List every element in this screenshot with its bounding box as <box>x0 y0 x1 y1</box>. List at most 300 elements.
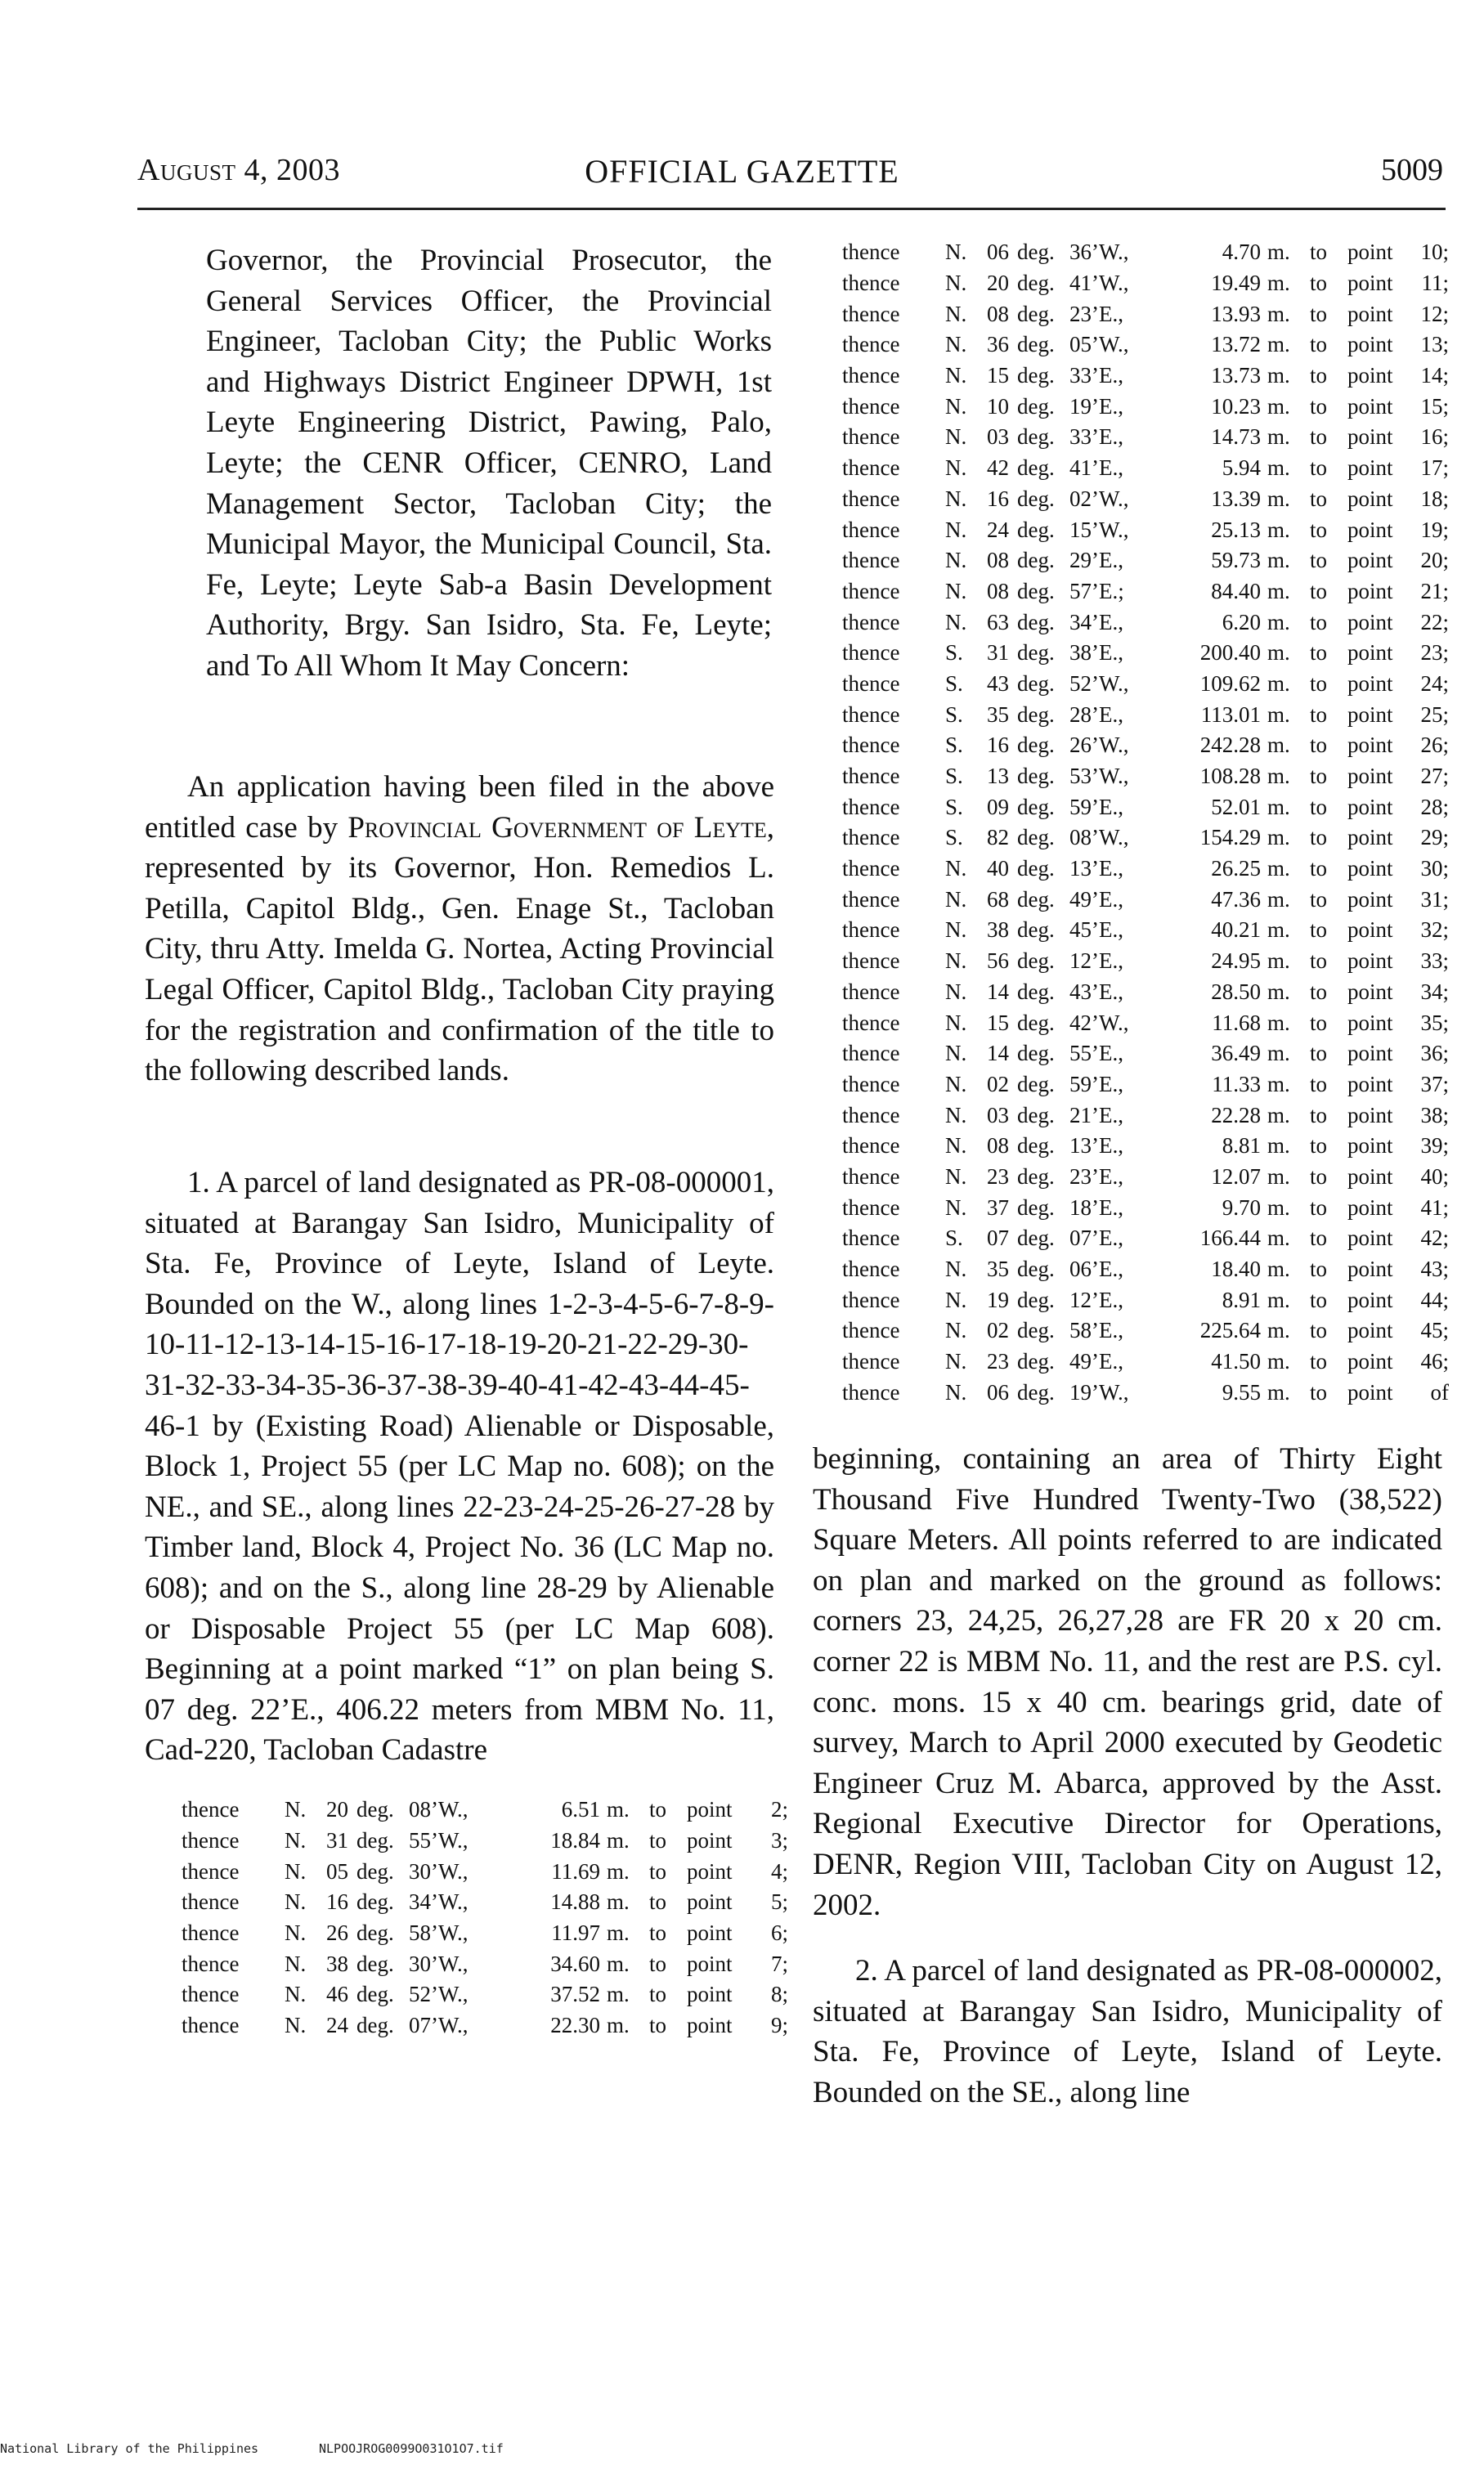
bearing-min: 57’E.; <box>1069 578 1124 603</box>
bearing-point: point <box>1347 1318 1393 1343</box>
bearing-num: 28; <box>1420 794 1449 819</box>
bearing-dir: N. <box>945 393 967 419</box>
bearing-to: to <box>1310 733 1328 758</box>
bearing-to: to <box>1310 1041 1328 1066</box>
bearing-row <box>842 1315 1449 1347</box>
bearing-thence: thence <box>842 301 900 326</box>
bearing-min: 52’W., <box>409 1982 469 2007</box>
bearing-deg: 31 <box>326 1828 348 1853</box>
bearing-num: 26; <box>1420 733 1449 758</box>
bearing-thence: thence <box>842 1257 900 1282</box>
bearing-point: point <box>1347 301 1393 326</box>
bearing-num: 2; <box>770 1797 788 1822</box>
bearing-unit: m. <box>1267 886 1290 912</box>
bearing-num: 34; <box>1420 979 1449 1004</box>
bearing-thence: thence <box>842 393 900 419</box>
bearing-row <box>842 884 1449 915</box>
bearing-unit: m. <box>1267 1071 1290 1096</box>
bearing-thence: thence <box>842 1071 900 1096</box>
bearing-point: point <box>687 1951 733 1976</box>
bearing-to: to <box>1310 1071 1328 1096</box>
bearing-to: to <box>1310 393 1328 419</box>
bearings-table-left <box>182 1795 788 2041</box>
bearing-unit: m. <box>1267 1133 1290 1159</box>
bearing-num: 33; <box>1420 948 1449 974</box>
bearing-to: to <box>1310 1226 1328 1251</box>
bearing-point: point <box>1347 764 1393 789</box>
bearing-point: point <box>687 1889 733 1915</box>
bearing-dist: 18.40 <box>1211 1257 1261 1282</box>
bearing-deg-word: deg. <box>356 1982 394 2007</box>
bearing-deg-word: deg. <box>1017 1226 1055 1251</box>
bearing-unit: m. <box>1267 1010 1290 1035</box>
bearing-row <box>182 2010 788 2041</box>
bearing-to: to <box>1310 455 1328 481</box>
bearing-min: 28’E., <box>1069 701 1123 727</box>
bearing-row <box>842 1100 1449 1131</box>
bearing-deg-word: deg. <box>1017 917 1055 943</box>
bearing-dir: N. <box>945 1163 967 1189</box>
bearing-min: 07’E., <box>1069 1226 1123 1251</box>
bearing-thence: thence <box>842 1041 900 1066</box>
bearing-point: point <box>1347 1257 1393 1282</box>
bearing-deg: 35 <box>987 1257 1009 1282</box>
bearing-deg: 46 <box>326 1982 348 2007</box>
bearing-min: 33’E., <box>1069 363 1123 388</box>
bearing-min: 05’W., <box>1069 332 1129 357</box>
bearing-row <box>842 361 1449 392</box>
bearing-deg-word: deg. <box>1017 609 1055 634</box>
bearing-unit: m. <box>1267 1102 1290 1127</box>
bearing-thence: thence <box>842 948 900 974</box>
bearing-point: point <box>1347 856 1393 881</box>
bearing-deg-word: deg. <box>356 1889 394 1915</box>
bearing-num: 31; <box>1420 886 1449 912</box>
bearing-row <box>842 422 1449 453</box>
bearing-point: point <box>1347 640 1393 666</box>
bearing-to: to <box>1310 1133 1328 1159</box>
bearing-dir: N. <box>285 1858 307 1884</box>
bearing-min: 12’E., <box>1069 948 1123 974</box>
bearing-dist: 47.36 <box>1211 886 1261 912</box>
bearing-deg-word: deg. <box>1017 1379 1055 1405</box>
bearing-row <box>842 453 1449 484</box>
bearing-deg: 37 <box>987 1194 1009 1220</box>
bearing-min: 13’E., <box>1069 1133 1123 1159</box>
bearing-unit: m. <box>1267 609 1290 634</box>
parcel-1-paragraph: 1. A parcel of land designated as PR-08-000001, situated at Barangay San Isidro, Municipality of Sta. Fe, Province of Leyte, Island of Leyte. Bounded on the W., along lines 1-2-3-4-5-6-7-8-9-10-11-12-13-14-15-16-17-18-19-20-21-22-29-30-31-32-33-34-35-36-37-38-39-40-41-42-43-44-45-46-1 by (Existing Road) Alienable or Disposable, Block 1, Project 55 (per LC Map no. 608); on the NE., and SE., along lines 22-23-24-25-26-27-28 by Timber land, Block 4, Project No. 36 (LC Map no. 608); and on the S., along line 28-29 by Alienable or Disposable Project 55 (per LC Map 608). Beginning at a point marked “1” on plan being S. 07 deg. 22’E., 406.22 meters from MBM No. 11, Cad-220, Tacloban Cadastre <box>145 1166 774 1768</box>
bearing-row <box>842 545 1449 576</box>
bearing-unit: m. <box>1267 393 1290 419</box>
bearing-dist: 11.68 <box>1212 1010 1261 1035</box>
bearing-row <box>842 576 1449 607</box>
page-number: 5009 <box>1381 153 1443 187</box>
bearing-to: to <box>1310 701 1328 727</box>
bearing-num: 36; <box>1420 1041 1449 1066</box>
bearing-point: point <box>1347 393 1393 419</box>
bearing-to: to <box>1310 1102 1328 1127</box>
bearing-thence: thence <box>842 1163 900 1189</box>
bearing-dir: N. <box>945 609 967 634</box>
bearing-thence: thence <box>842 1379 900 1405</box>
bearing-dist: 52.01 <box>1211 794 1261 819</box>
bearing-to: to <box>1310 856 1328 881</box>
bearing-deg: 36 <box>987 332 1009 357</box>
bearing-to: to <box>1310 1379 1328 1405</box>
bearing-dir: S. <box>945 825 963 850</box>
bearing-to: to <box>649 1889 667 1915</box>
bearing-dir: N. <box>285 1797 307 1822</box>
bearing-min: 58’E., <box>1069 1318 1123 1343</box>
bearing-deg-word: deg. <box>1017 979 1055 1004</box>
bearing-thence: thence <box>182 1797 240 1822</box>
bearing-dir: N. <box>945 517 967 542</box>
bearing-dir: N. <box>945 1287 967 1312</box>
bearing-unit: m. <box>1267 301 1290 326</box>
bearing-dist: 154.29 <box>1199 825 1261 850</box>
bearing-dist: 34.60 <box>550 1951 600 1976</box>
bearing-deg: 56 <box>987 948 1009 974</box>
bearing-unit: m. <box>607 1828 630 1853</box>
bearing-to: to <box>649 1951 667 1976</box>
bearing-dir: N. <box>285 1828 307 1853</box>
bearing-dist: 22.30 <box>550 2013 600 2038</box>
bearing-row <box>842 946 1449 977</box>
bearing-row <box>842 391 1449 422</box>
bearing-dist: 40.21 <box>1211 917 1261 943</box>
bearing-min: 08’W., <box>409 1797 469 1822</box>
bearing-num: 18; <box>1420 486 1449 511</box>
bearing-deg: 24 <box>326 2013 348 2038</box>
bearing-unit: m. <box>607 1858 630 1884</box>
bearing-point: point <box>1347 578 1393 603</box>
bearing-row <box>182 1979 788 2010</box>
bearing-deg-word: deg. <box>1017 240 1055 265</box>
bearing-row <box>842 1131 1449 1162</box>
bearing-min: 02’W., <box>1069 486 1129 511</box>
bearing-num: 6; <box>770 1920 788 1946</box>
bearing-thence: thence <box>842 424 900 450</box>
bearing-min: 18’E., <box>1069 1194 1123 1220</box>
bearing-dist: 13.73 <box>1211 363 1261 388</box>
bearing-deg-word: deg. <box>1017 1133 1055 1159</box>
bearing-num: 25; <box>1420 701 1449 727</box>
bearing-unit: m. <box>607 1982 630 2007</box>
bearing-unit: m. <box>1267 1257 1290 1282</box>
bearing-dist: 242.28 <box>1199 733 1261 758</box>
bearing-unit: m. <box>607 2013 630 2038</box>
bearing-unit: m. <box>1267 363 1290 388</box>
bearing-thence: thence <box>842 1318 900 1343</box>
bearing-deg: 38 <box>326 1951 348 1976</box>
bearing-unit: m. <box>607 1797 630 1822</box>
bearing-point: point <box>1347 332 1393 357</box>
bearing-row <box>842 329 1449 361</box>
bearing-deg-word: deg. <box>1017 455 1055 481</box>
bearing-dist: 6.20 <box>1222 609 1261 634</box>
bearing-dir: N. <box>945 1041 967 1066</box>
bearing-dist: 225.64 <box>1199 1318 1261 1343</box>
bearing-num: 12; <box>1420 301 1449 326</box>
bearing-thence: thence <box>842 1010 900 1035</box>
bearing-num: 38; <box>1420 1102 1449 1127</box>
bearing-thence: thence <box>182 1828 240 1853</box>
bearing-row <box>182 1918 788 1949</box>
bearing-row <box>182 1826 788 1857</box>
bearing-thence: thence <box>842 856 900 881</box>
bearing-unit: m. <box>1267 424 1290 450</box>
bearing-point: point <box>687 1828 733 1853</box>
bearing-min: 49’E., <box>1069 1349 1123 1374</box>
bearing-row <box>842 915 1449 946</box>
bearing-deg: 02 <box>987 1071 1009 1096</box>
bearing-row <box>182 1856 788 1887</box>
bearing-to: to <box>649 1828 667 1853</box>
bearing-deg-word: deg. <box>1017 856 1055 881</box>
bearing-deg-word: deg. <box>1017 948 1055 974</box>
bearing-point: point <box>1347 1041 1393 1066</box>
bearing-dir: N. <box>285 1920 307 1946</box>
bearing-unit: m. <box>1267 455 1290 481</box>
bearing-row <box>842 1192 1449 1223</box>
page-header <box>0 152 1484 201</box>
bearing-deg: 16 <box>987 733 1009 758</box>
bearing-deg-word: deg. <box>356 1828 394 1853</box>
bearing-deg-word: deg. <box>1017 1041 1055 1066</box>
bearing-min: 58’W., <box>409 1920 469 1946</box>
bearing-num: 20; <box>1420 548 1449 573</box>
bearing-row <box>842 237 1449 268</box>
bearing-unit: m. <box>1267 670 1290 696</box>
bearing-point: point <box>1347 486 1393 511</box>
bearing-dir: N. <box>945 424 967 450</box>
bearing-unit: m. <box>1267 332 1290 357</box>
bearing-unit: m. <box>1267 1163 1290 1189</box>
bearing-row <box>842 1254 1449 1285</box>
bearing-to: to <box>649 2013 667 2038</box>
bearing-num: 21; <box>1420 578 1449 603</box>
bearing-num: 37; <box>1420 1071 1449 1096</box>
bearing-thence: thence <box>842 1287 900 1312</box>
bearing-unit: m. <box>1267 733 1290 758</box>
bearing-num: 24; <box>1420 670 1449 696</box>
bearing-min: 38’E., <box>1069 640 1123 666</box>
bearing-deg: 14 <box>987 979 1009 1004</box>
bearing-deg: 08 <box>987 301 1009 326</box>
bearing-deg-word: deg. <box>1017 1257 1055 1282</box>
bearing-to: to <box>1310 764 1328 789</box>
bearing-thence: thence <box>842 486 900 511</box>
bearing-deg-word: deg. <box>1017 517 1055 542</box>
bearing-dist: 18.84 <box>550 1828 600 1853</box>
bearing-unit: m. <box>1267 917 1290 943</box>
bearing-deg: 40 <box>987 856 1009 881</box>
bearing-dist: 84.40 <box>1211 578 1261 603</box>
bearing-thence: thence <box>182 1920 240 1946</box>
bearing-point: point <box>1347 424 1393 450</box>
addressee-paragraph: Governor, the Provincial Prosecutor, the General Services Officer, the Provincial Engineer, Tacloban City; the Public Works and Highways District Engineer DPWH, 1st Leyte Engineering District, Pawing, Palo, Leyte; the CENR Officer, CENRO, Land Management Sector, Tacloban City; the Municipal Mayor, the Municipal Council, Sta. Fe, Leyte; Leyte Sab-a Basin Development Authority, Brgy. San Isidro, Sta. Fe, Leyte; and To All Whom It May Concern: <box>206 244 772 683</box>
bearing-min: 45’E., <box>1069 917 1123 943</box>
bearing-unit: m. <box>1267 578 1290 603</box>
bearing-deg: 63 <box>987 609 1009 634</box>
bearing-row <box>842 1377 1449 1408</box>
bearing-row <box>842 791 1449 822</box>
bearing-min: 19’W., <box>1069 1379 1129 1405</box>
bearing-num: 29; <box>1420 825 1449 850</box>
bearing-deg: 23 <box>987 1163 1009 1189</box>
bearing-deg-word: deg. <box>1017 825 1055 850</box>
bearing-to: to <box>1310 1163 1328 1189</box>
bearing-to: to <box>1310 517 1328 542</box>
bearing-dir: N. <box>945 332 967 357</box>
bearing-dist: 24.95 <box>1211 948 1261 974</box>
bearing-dist: 22.28 <box>1211 1102 1261 1127</box>
bearing-deg: 07 <box>987 1226 1009 1251</box>
bearing-deg: 13 <box>987 764 1009 789</box>
bearing-num: 22; <box>1420 609 1449 634</box>
bearing-deg: 09 <box>987 794 1009 819</box>
bearing-point: point <box>1347 1287 1393 1312</box>
bearing-num: 4; <box>770 1858 788 1884</box>
bearing-thence: thence <box>842 825 900 850</box>
bearing-num: 10; <box>1420 240 1449 265</box>
bearing-thence: thence <box>842 1133 900 1159</box>
bearing-to: to <box>1310 363 1328 388</box>
bearing-point: point <box>1347 517 1393 542</box>
bearing-dist: 19.49 <box>1211 271 1261 296</box>
bearing-unit: m. <box>1267 1349 1290 1374</box>
bearing-unit: m. <box>607 1920 630 1946</box>
bearing-row <box>842 298 1449 329</box>
bearing-deg-word: deg. <box>1017 1349 1055 1374</box>
bearing-dir: N. <box>945 1349 967 1374</box>
bearing-deg: 68 <box>987 886 1009 912</box>
bearing-unit: m. <box>1267 1318 1290 1343</box>
bearing-point: point <box>1347 733 1393 758</box>
bearing-thence: thence <box>182 1889 240 1915</box>
bearing-dist: 37.52 <box>550 1982 600 2007</box>
bearing-to: to <box>1310 1287 1328 1312</box>
bearing-num: 19; <box>1420 517 1449 542</box>
bearing-thence: thence <box>842 517 900 542</box>
bearing-row <box>842 638 1449 669</box>
bearing-point: point <box>1347 363 1393 388</box>
bearing-deg: 16 <box>987 486 1009 511</box>
bearing-min: 26’W., <box>1069 733 1129 758</box>
bearing-dist: 4.70 <box>1222 240 1261 265</box>
bearing-deg-word: deg. <box>1017 486 1055 511</box>
bearing-deg: 06 <box>987 240 1009 265</box>
bearing-deg-word: deg. <box>1017 393 1055 419</box>
bearing-point: point <box>1347 271 1393 296</box>
bearing-deg-word: deg. <box>1017 886 1055 912</box>
bearing-thence: thence <box>842 578 900 603</box>
bearing-num: 43; <box>1420 1257 1449 1282</box>
bearing-thence: thence <box>842 332 900 357</box>
bearing-dir: S. <box>945 701 963 727</box>
bearing-min: 30’W., <box>409 1951 469 1976</box>
bearing-thence: thence <box>842 455 900 481</box>
bearing-dir: N. <box>945 856 967 881</box>
bearing-thence: thence <box>842 640 900 666</box>
bearing-thence: thence <box>182 2013 240 2038</box>
bearing-min: 23’E., <box>1069 1163 1123 1189</box>
bearing-point: point <box>1347 825 1393 850</box>
bearing-point: point <box>1347 240 1393 265</box>
bearing-num: 42; <box>1420 1226 1449 1251</box>
bearing-deg-word: deg. <box>356 1920 394 1946</box>
bearing-dir: N. <box>285 1951 307 1976</box>
bearing-point: point <box>1347 1071 1393 1096</box>
publication-title: OFFICIAL GAZETTE <box>585 153 899 190</box>
bearing-row <box>182 1795 788 1826</box>
bearing-row <box>182 1948 788 1979</box>
bearing-unit: m. <box>1267 856 1290 881</box>
bearing-num: 9; <box>770 2013 788 2038</box>
bearing-thence: thence <box>842 670 900 696</box>
bearing-num: 40; <box>1420 1163 1449 1189</box>
bearing-thence: thence <box>842 1226 900 1251</box>
continuation-paragraph: beginning, containing an area of Thirty Eight Thousand Five Hundred Twenty-Two (38,522) Square Meters. All points referred to are indicated on plan and marked on the ground as follows: corners 23, 24,25, 26,27,28 are FR 20 x 20 cm. corner 22 is MBM No. 11, and the rest are P.S. cyl. conc. mons. 15 x 40 cm. bearings grid, date of survey, March to April 2000 executed by Geodetic Engineer Cruz M. Abarca, approved by the Asst. Regional Executive Director for Operations, DENR, Region VIII, Tacloban City on August 12, 2002. <box>813 1442 1442 1922</box>
bearing-point: point <box>1347 701 1393 727</box>
bearings-table-right <box>842 237 1449 1408</box>
bearing-min: 06’E., <box>1069 1257 1123 1282</box>
bearing-point: point <box>687 1797 733 1822</box>
bearing-point: point <box>1347 1102 1393 1127</box>
bearing-unit: m. <box>1267 948 1290 974</box>
bearing-thence: thence <box>182 1858 240 1884</box>
bearing-unit: m. <box>1267 517 1290 542</box>
bearing-dir: N. <box>945 240 967 265</box>
applicant-name: Provincial Government of Leyte <box>347 810 767 845</box>
bearing-dist: 11.69 <box>551 1858 600 1884</box>
bearing-min: 19’E., <box>1069 393 1123 419</box>
bearing-to: to <box>1310 825 1328 850</box>
bearing-dir: N. <box>945 948 967 974</box>
bearing-dir: N. <box>945 1071 967 1096</box>
bearing-dir: N. <box>945 301 967 326</box>
bearing-dir: N. <box>945 548 967 573</box>
bearing-point: point <box>1347 1163 1393 1189</box>
bearing-row <box>842 607 1449 638</box>
bearing-deg: 03 <box>987 1102 1009 1127</box>
bearing-point: point <box>1347 670 1393 696</box>
bearing-dist: 200.40 <box>1199 640 1261 666</box>
bearing-to: to <box>1310 640 1328 666</box>
bearing-deg-word: deg. <box>1017 578 1055 603</box>
bearing-row <box>842 1007 1449 1038</box>
bearing-deg-word: deg. <box>1017 548 1055 573</box>
bearing-min: 34’W., <box>409 1889 469 1915</box>
bearing-dist: 9.70 <box>1222 1194 1261 1220</box>
bearing-deg: 23 <box>987 1349 1009 1374</box>
bearing-thence: thence <box>842 886 900 912</box>
bearing-unit: m. <box>1267 640 1290 666</box>
header-rule <box>137 208 1446 210</box>
bearing-num: 45; <box>1420 1318 1449 1343</box>
bearing-unit: m. <box>1267 1041 1290 1066</box>
bearing-thence: thence <box>842 548 900 573</box>
bearing-dist: 11.97 <box>551 1920 600 1946</box>
bearing-dist: 13.72 <box>1211 332 1261 357</box>
bearing-point: point <box>687 1982 733 2007</box>
bearing-thence: thence <box>842 701 900 727</box>
bearing-deg-word: deg. <box>1017 1163 1055 1189</box>
bearing-num: 17; <box>1420 455 1449 481</box>
application-paragraph <box>145 767 774 1091</box>
bearing-row <box>842 1223 1449 1254</box>
bearing-row <box>842 977 1449 1008</box>
